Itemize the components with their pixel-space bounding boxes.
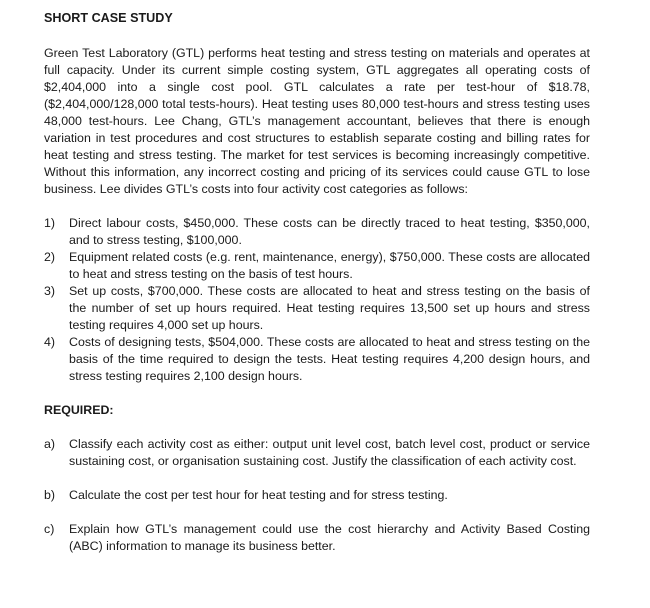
question-item: [44, 521, 590, 555]
question-item: [44, 487, 590, 504]
question-letter: b): [44, 488, 56, 502]
activity-number: 2): [44, 250, 56, 264]
activity-item: [44, 249, 590, 283]
question-letter: a): [44, 437, 56, 451]
activity-number: 4): [44, 335, 56, 349]
document-heading: SHORT CASE STUDY: [44, 11, 173, 25]
activity-number: 1): [44, 216, 56, 230]
activity-item: [44, 215, 590, 249]
activity-text: Set up costs, $700,000. These costs are allocated to heat and stress testing on the basis of the number of set up hours required. Heat testing requires 13,500 set up hours and stress testing requires 4,000 set up hours.: [69, 284, 590, 332]
activity-number: 3): [44, 284, 56, 298]
question-text: Calculate the cost per test hour for heat testing and for stress testing.: [69, 488, 448, 502]
intro-paragraph: Green Test Laboratory (GTL) performs heat testing and stress testing on materials and operates at full capacity. Under its current simple costing system, GTL aggregates all operating costs of $2,404,000 into a single cost pool. GTL calculates a rate per test-hour of $18.78, ($2,404,000/128,000 total tests-hours). Heat testing uses 80,000 test-hours and stress testing uses 48,000 test-hours. Lee Chang, GTL’s management accountant, believes that there is enough variation in test procedures and cost structures to establish separate costing and billing rates for heat testing and stress testing. The market for test services is becoming increasingly competitive. Without this information, any incorrect costing and pricing of its services could cause GTL to lose business. Lee divides GTL’s costs into four activity cost categories as follows:: [44, 46, 590, 196]
activity-text: Costs of designing tests, $504,000. These costs are allocated to heat and stress testing on the basis of the time required to design the tests. Heat testing requires 4,200 design hours, and stress testing requires 2,100 design hours.: [69, 335, 590, 383]
question-text: Explain how GTL’s management could use the cost hierarchy and Activity Based Costing (ABC) information to manage its business better.: [69, 522, 590, 553]
question-text: Classify each activity cost as either: output unit level cost, batch level cost, product or service sustaining cost, or organisation sustaining cost. Justify the classification of each activity cost.: [69, 437, 590, 468]
case-study-document: [44, 10, 590, 555]
activity-item: [44, 334, 590, 385]
question-item: [44, 436, 590, 470]
activity-text: Equipment related costs (e.g. rent, maintenance, energy), $750,000. These costs are allocated to heat and stress testing on the basis of test hours.: [69, 250, 590, 281]
question-list: [44, 436, 590, 555]
activity-text: Direct labour costs, $450,000. These costs can be directly traced to heat testing, $350,000, and to stress testing, $100,000.: [69, 216, 590, 247]
question-letter: c): [44, 522, 55, 536]
required-heading: REQUIRED:: [44, 403, 114, 417]
activity-cost-list: [44, 215, 590, 385]
activity-item: [44, 283, 590, 334]
